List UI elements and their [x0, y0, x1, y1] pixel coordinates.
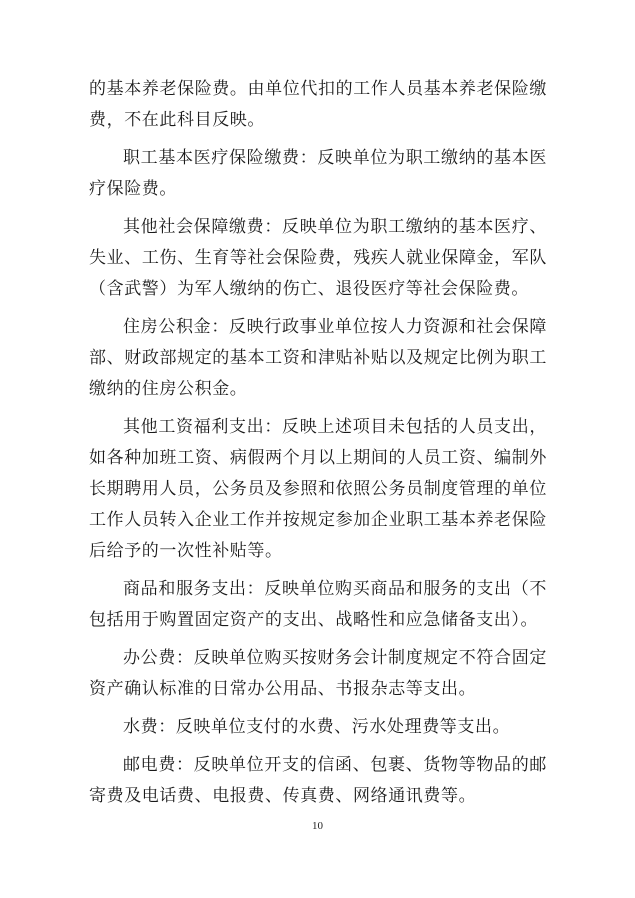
paragraph-other-social-security: 其他社会保障缴费：反映单位为职工缴纳的基本医疗、失业、工伤、生育等社会保险费，残疾人就业保障金，军队（含武警）为军人缴纳的伤亡、退役医疗等社会保险费。 — [89, 217, 547, 299]
paragraph-continuation: 的基本养老保险费。由单位代扣的工作人员基本养老保险缴费，不在此科目反映。 — [89, 79, 547, 130]
paragraph-goods-services: 商品和服务支出：反映单位购买商品和服务的支出（不包括用于购置固定资产的支出、战略性和应急储备支出）。 — [89, 579, 547, 630]
page-number: 10 — [312, 820, 323, 832]
paragraph-water-fee: 水费：反映单位支付的水费、污水处理费等支出。 — [123, 717, 511, 737]
paragraph-other-wage-welfare: 其他工资福利支出：反映上述项目未包括的人员支出，如各种加班工资、病假两个月以上期间的人员工资、编制外长期聘用人员，公务员及参照和依照公务员制度管理的单位工作人员转入企业工作并按规定参加企业职工基本养老保险后给予的一次性补贴等。 — [89, 417, 547, 561]
paragraph-housing-fund: 住房公积金：反映行政事业单位按人力资源和社会保障部、财政部规定的基本工资和津贴补贴以及规定比例为职工缴纳的住房公积金。 — [89, 317, 547, 399]
paragraph-postal-telecom: 邮电费：反映单位开支的信函、包裹、货物等物品的邮寄费及电话费、电报费、传真费、网络通讯费等。 — [89, 755, 547, 806]
paragraph-office-expenses: 办公费：反映单位购买按财务会计制度规定不符合固定资产确认标准的日常办公用品、书报杂志等支出。 — [89, 648, 547, 699]
paragraph-medical-insurance: 职工基本医疗保险缴费：反映单位为职工缴纳的基本医疗保险费。 — [89, 148, 547, 199]
body-text — [89, 74, 547, 819]
